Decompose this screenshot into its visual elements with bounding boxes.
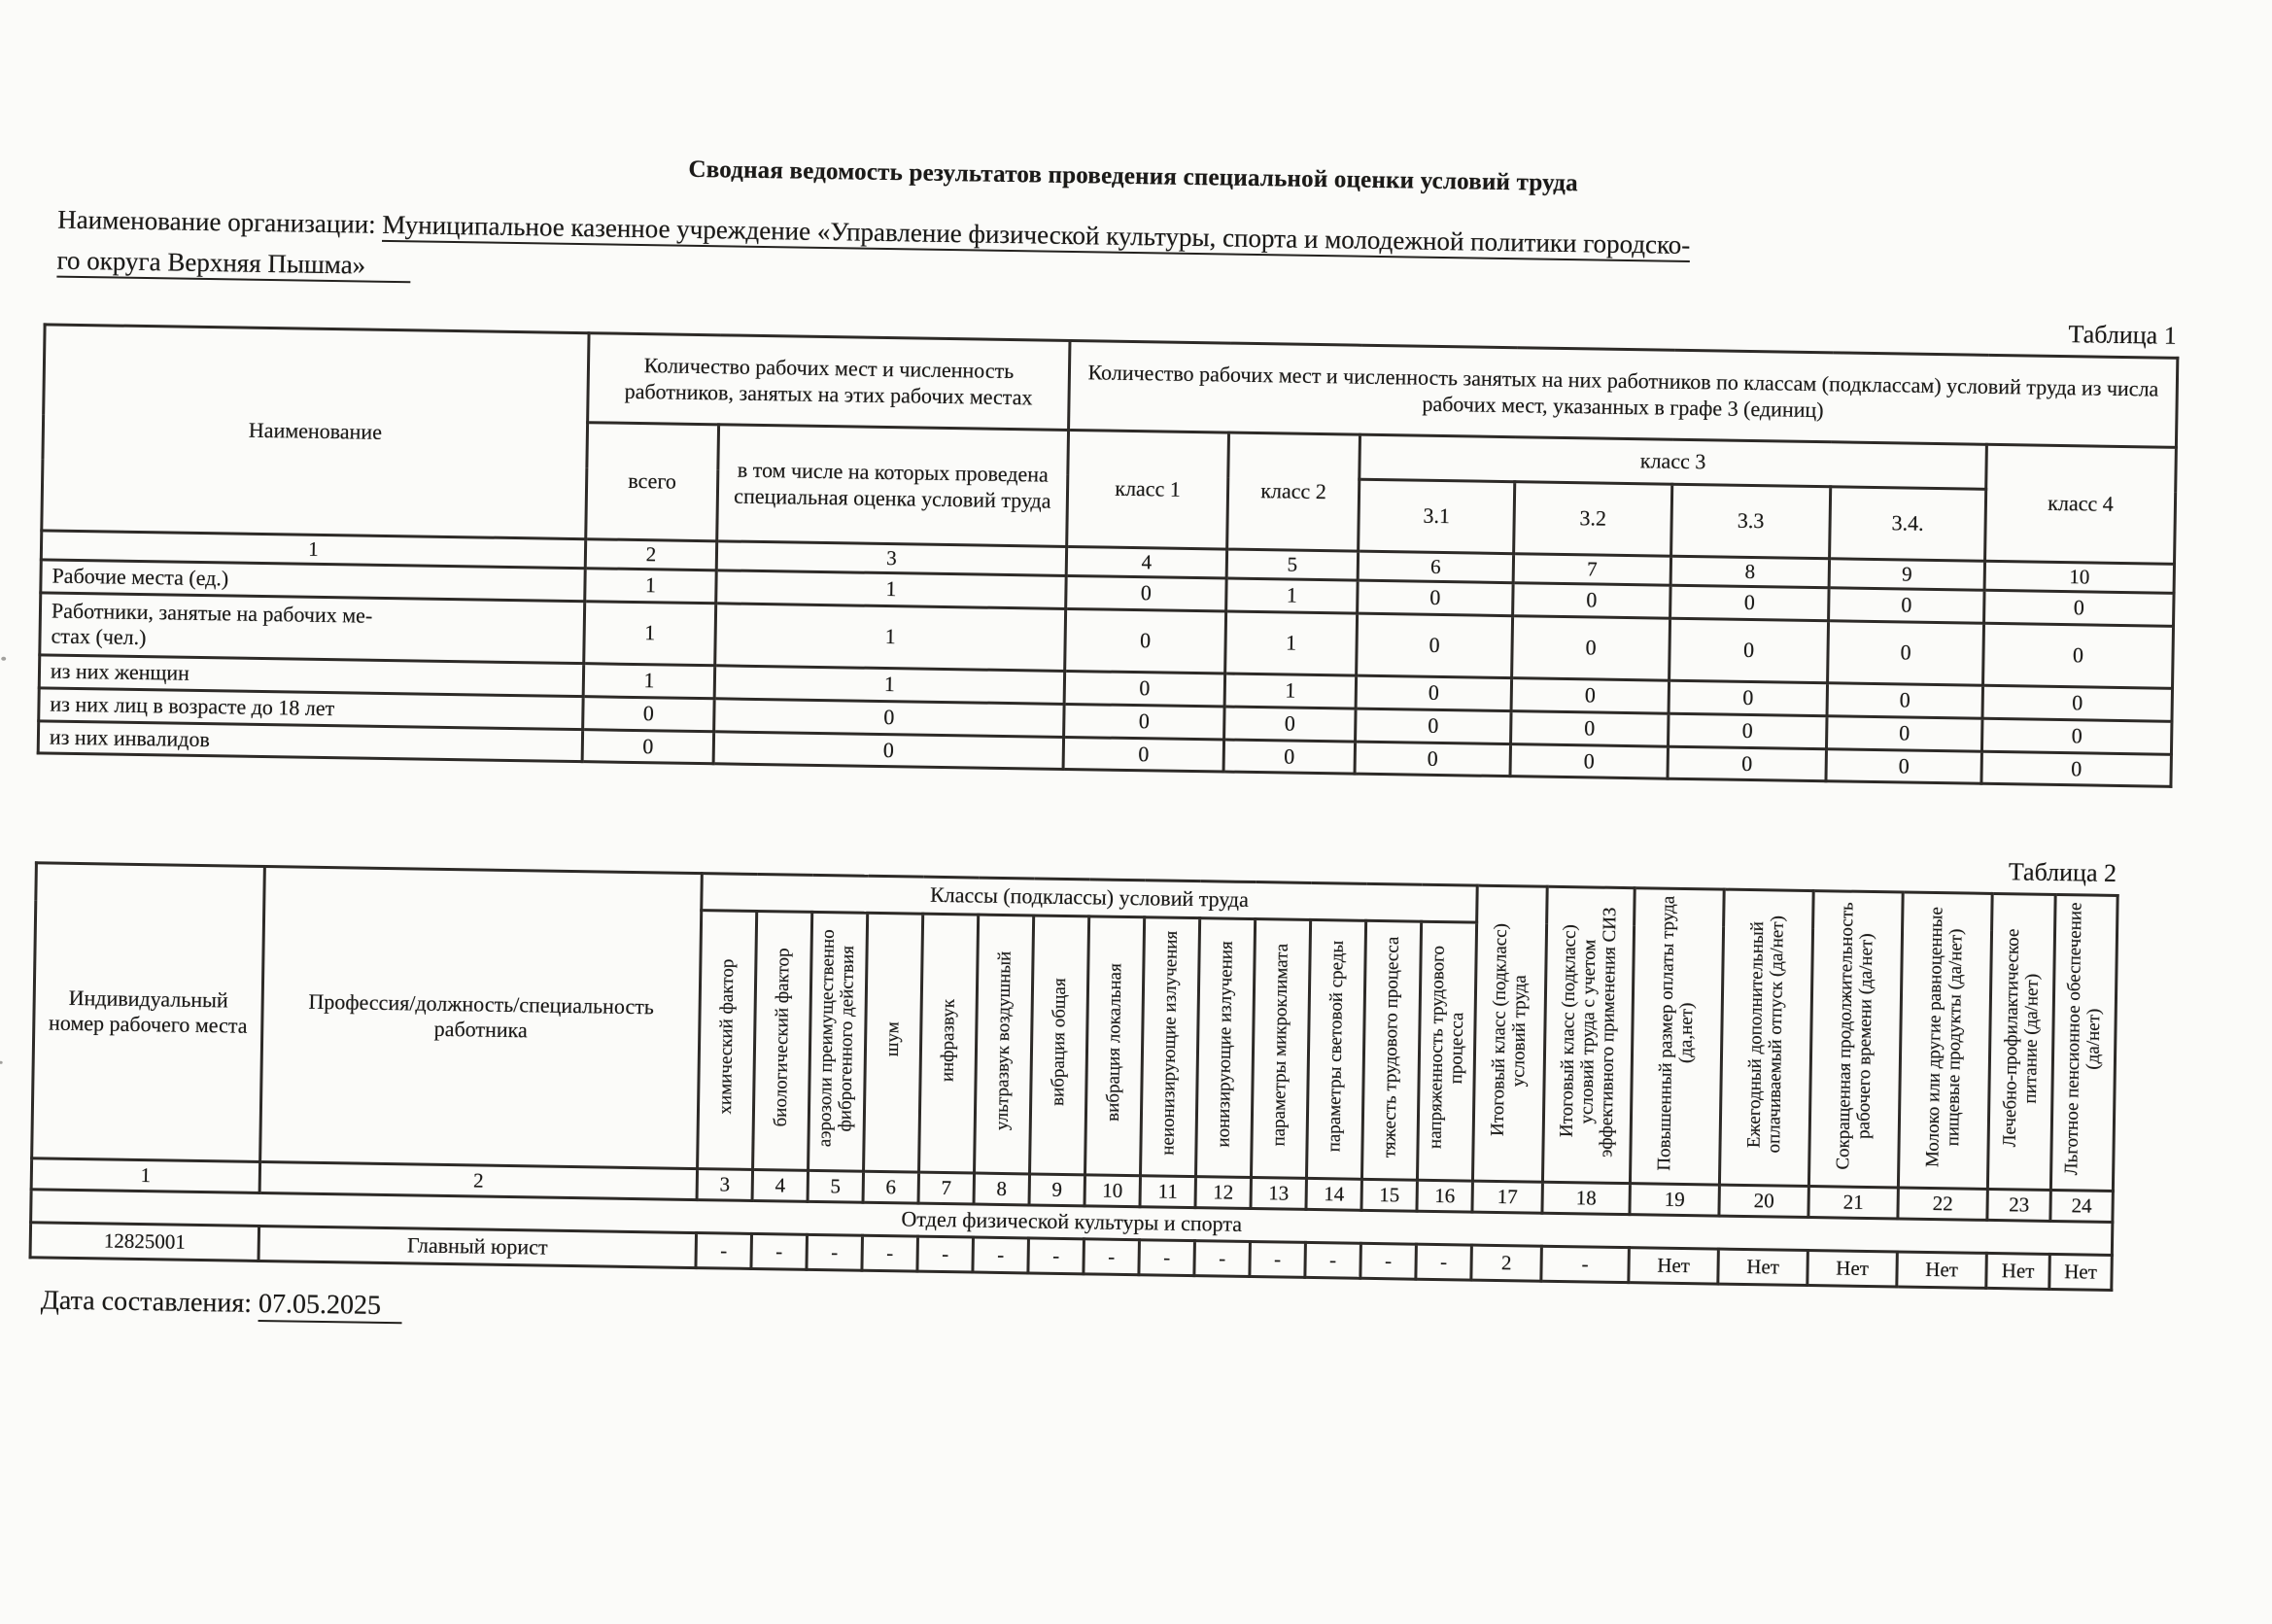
t1-col-number: 3 [716, 541, 1066, 576]
t1-header-name: Наименование [42, 325, 589, 539]
scan-speck [1, 657, 6, 661]
t2-col-number: 20 [1719, 1185, 1808, 1217]
t2-header-profession: Профессия/должность/специальность работника [260, 867, 703, 1169]
t2-header-local-vibration: вибрация локальная [1085, 916, 1145, 1176]
t2-value: - [1305, 1242, 1361, 1278]
table2-workplace-classes [29, 861, 2117, 1291]
t1-header-class2: класс 2 [1227, 432, 1360, 551]
t1-cell: 0 [1826, 748, 1982, 783]
t2-col-number: 18 [1542, 1182, 1630, 1214]
t1-col-number: 9 [1829, 559, 1984, 591]
t2-header-reduced-hours: Сокращенная продолжительность рабочего времени (да/нет) [1808, 891, 1903, 1188]
t2-value: Нет [1807, 1250, 1898, 1286]
t2-header-milk-products: Молоко или другие равноценные пищевые продукты (да/нет) [1898, 892, 1992, 1189]
t1-cell: 1 [583, 663, 715, 698]
t2-header-microclimate: параметры микроклимата [1251, 919, 1310, 1179]
t1-cell: 0 [1064, 704, 1225, 739]
t2-profession: Главный юрист [258, 1226, 697, 1267]
t2-col-number: 13 [1251, 1177, 1306, 1209]
t1-col-number: 4 [1066, 546, 1226, 578]
t2-header-preventive-nutrition: Лечебно-профилактическое питание (да/нет) [1987, 893, 2055, 1190]
t1-cell: 0 [1065, 608, 1226, 674]
organization-label: Наименование организации: [57, 204, 376, 239]
t2-value: - [751, 1233, 808, 1269]
date-label: Дата составления: [40, 1285, 253, 1319]
t1-row-label: Работники, занятые на рабочих ме- стах (чел.) [40, 593, 585, 664]
t2-value: - [1416, 1244, 1472, 1280]
t2-header-final-class: Итоговый класс (подкласс) условий труда [1472, 885, 1547, 1182]
t1-col-number: 7 [1513, 554, 1670, 586]
t1-header-class3: класс 3 [1360, 434, 1987, 489]
t1-row-label: из них инвалидов [38, 721, 582, 763]
t1-col-number: 1 [41, 531, 585, 569]
t2-col-number: 23 [1987, 1189, 2050, 1221]
t2-value: - [1194, 1240, 1251, 1276]
t1-cell: 0 [583, 696, 715, 731]
t1-cell: 0 [582, 729, 714, 764]
t1-cell: 0 [1357, 613, 1513, 678]
date-line [41, 1285, 403, 1322]
t1-header-class3-2: 3.2 [1514, 482, 1672, 557]
t1-cell: 1 [585, 569, 717, 604]
t1-cell: 0 [1223, 740, 1356, 775]
t2-value: - [862, 1235, 918, 1271]
t2-header-additional-leave: Ежегодный дополнительный оплачиваемый отпуск (да/нет) [1719, 889, 1813, 1186]
t1-header-class3-4: 3.4. [1830, 487, 1986, 562]
table1 [37, 323, 2180, 788]
t1-header-class1: класс 1 [1067, 430, 1229, 549]
t2-value: - [1084, 1239, 1140, 1275]
t1-cell: 0 [1827, 683, 1983, 719]
organization-value-line1: Муниципальное казенное учреждение «Управление физической культуры, спорта и молодежной политики городско- [382, 210, 1690, 262]
t2-value: - [1028, 1238, 1084, 1274]
t2-header-preferential-pension: Льготное пенсионное обеспечение (да/нет) [2050, 894, 2117, 1191]
t1-cell: 0 [1982, 685, 2173, 721]
t2-header-labor-intensity: напряженность трудового процесса [1417, 921, 1476, 1181]
t2-header-chemical-factor: химический фактор [698, 911, 757, 1170]
t1-cell: 0 [1981, 718, 2172, 754]
t1-cell: 0 [1983, 623, 2174, 688]
t2-col-number: 9 [1029, 1174, 1084, 1206]
table1-caption: Таблица 1 [2068, 320, 2177, 350]
t1-header-class3-1: 3.1 [1359, 479, 1515, 554]
t2-value: - [1250, 1241, 1306, 1277]
t2-value: Нет [1718, 1249, 1808, 1285]
t2-value: Нет [2049, 1254, 2113, 1290]
t1-cell: 1 [1224, 674, 1357, 708]
t1-cell: 0 [714, 699, 1064, 737]
t2-col-number: 4 [752, 1169, 808, 1201]
table2-caption: Таблица 2 [2008, 857, 2117, 887]
t2-col-number: 1 [31, 1158, 259, 1193]
t1-cell: 0 [1669, 680, 1828, 716]
t2-header-noise: шум [864, 913, 923, 1172]
t2-col-number: 10 [1084, 1175, 1140, 1207]
t2-value: - [1541, 1246, 1630, 1282]
t2-col-number: 12 [1195, 1176, 1251, 1208]
t1-cell: 1 [1226, 578, 1359, 613]
t1-cell: 0 [1063, 737, 1224, 772]
t2-workplace-id: 12825001 [30, 1223, 259, 1261]
t2-header-ionizing-radiation: ионизирующие излучения [1195, 918, 1255, 1178]
t2-col-number: 7 [918, 1172, 974, 1204]
t2-header-increased-pay: Повышенный размер оплаты труда (да,нет) [1630, 888, 1724, 1185]
t1-cell: 1 [584, 601, 716, 665]
t2-col-number: 11 [1140, 1176, 1195, 1208]
t1-cell: 0 [1984, 590, 2175, 626]
t2-col-number: 8 [974, 1173, 1029, 1205]
t1-cell: 0 [1356, 675, 1512, 711]
t2-col-number: 16 [1417, 1180, 1473, 1212]
t1-row-label: из них лиц в возрасте до 18 лет [39, 688, 583, 730]
t2-header-air-ultrasound: ультразвук воздушный [975, 915, 1034, 1174]
t1-header-assessed: в том числе на которых проведена специальная оценка условий труда [717, 425, 1069, 547]
t1-cell: 0 [1828, 621, 1984, 686]
t2-header-nonionizing-radiation: неионизирующие излучения [1141, 917, 1200, 1177]
t2-col-number: 5 [808, 1170, 863, 1202]
document-title: Сводная ведомость результатов проведения специальной оценки условий труда [688, 155, 1579, 197]
t1-header-class3-3: 3.3 [1671, 484, 1831, 559]
t1-cell: 0 [1511, 710, 1670, 745]
t2-col-number: 14 [1306, 1178, 1361, 1210]
t2-header-light-environment: параметры световой среды [1306, 919, 1365, 1179]
t1-row-label: из них женщин [39, 655, 583, 697]
t1-col-number: 10 [1984, 561, 2174, 593]
t1-col-number: 8 [1670, 556, 1829, 588]
t2-value: - [807, 1234, 863, 1270]
t2-col-number: 17 [1472, 1181, 1542, 1213]
t1-header-total: всего [586, 423, 719, 541]
t2-header-general-vibration: вибрация общая [1030, 916, 1089, 1175]
t2-header-labor-severity: тяжесть трудового процесса [1361, 920, 1421, 1180]
t1-row-label: Рабочие места (ед.) [41, 560, 585, 602]
organization-value-line2: го округа Верхняя Пышма» [56, 246, 410, 284]
t2-value: 2 [1471, 1245, 1542, 1281]
t2-header-classes-group: Классы (подклассы) условий труда [702, 874, 1478, 923]
t1-cell: 0 [1981, 751, 2172, 787]
t2-value: Нет [1629, 1247, 1719, 1283]
t2-header-infrasound: инфразвук [919, 914, 979, 1173]
t2-value: - [973, 1237, 1029, 1273]
date-value: 07.05.2025 [258, 1289, 403, 1324]
t1-cell: 0 [713, 731, 1063, 769]
t2-col-number: 6 [863, 1171, 918, 1203]
table2 [29, 861, 2119, 1291]
t1-cell: 0 [1670, 585, 1830, 620]
t1-col-number: 2 [585, 539, 716, 570]
t2-value: - [1139, 1240, 1195, 1276]
t1-cell: 0 [1670, 618, 1829, 683]
t2-col-number: 21 [1808, 1186, 1898, 1218]
t2-col-number: 3 [697, 1168, 752, 1200]
t2-section-department: Отдел физической культуры и спорта [31, 1190, 2113, 1256]
t1-cell: 0 [1510, 743, 1669, 778]
t1-cell: 1 [716, 570, 1066, 608]
t1-cell: 0 [1513, 583, 1671, 618]
t1-cell: 0 [1511, 677, 1670, 713]
t2-value: - [1360, 1243, 1417, 1279]
t1-cell: 0 [1356, 708, 1512, 743]
table1-summary-of-workplaces [37, 323, 2177, 788]
t1-cell: 0 [1669, 713, 1828, 748]
t2-header-biological-factor: биологический фактор [753, 911, 812, 1170]
t2-col-number: 19 [1630, 1183, 1719, 1215]
t1-cell: 1 [1225, 611, 1358, 675]
t1-cell: 1 [714, 666, 1064, 705]
t1-cell: 0 [1826, 716, 1982, 751]
t1-header-class-group: Количество рабочих мест и численность занятых на них работников по классам (подклассам) условий труда из числа рабочих мест, указанных в графе 3 (единиц) [1069, 340, 2178, 447]
t2-value: Нет [1897, 1252, 1987, 1288]
scan-speck [0, 1061, 3, 1064]
t2-value: - [917, 1236, 974, 1272]
t1-header-count-group: Количество рабочих мест и численность работников, занятых на этих рабочих местах [588, 333, 1070, 431]
t1-cell: 0 [1064, 671, 1225, 707]
t1-cell: 0 [1066, 575, 1227, 610]
t2-col-number: 15 [1361, 1179, 1417, 1211]
t2-header-final-class-with-ppe: Итоговый класс (подкласс) условий труда с учетом эффективного применения СИЗ [1542, 886, 1635, 1183]
t2-header-workplace-id: Индивидуальный номер рабочего места [32, 863, 265, 1161]
t1-cell: 0 [1829, 588, 1985, 623]
t1-cell: 1 [715, 604, 1066, 672]
t1-cell: 0 [1355, 742, 1511, 777]
t1-cell: 0 [1224, 707, 1357, 742]
t2-col-number: 22 [1898, 1188, 1987, 1220]
t1-header-class4: класс 4 [1985, 444, 2177, 564]
t1-col-number: 6 [1358, 551, 1513, 583]
t1-cell: 0 [1668, 746, 1827, 781]
t2-header-aerosols: аэрозоли преимущественно фиброгенного действия [809, 912, 868, 1171]
t2-col-number: 2 [259, 1161, 697, 1199]
t1-cell: 0 [1512, 615, 1670, 680]
t2-col-number: 24 [2050, 1190, 2113, 1222]
t2-value: Нет [1986, 1253, 2050, 1289]
t1-cell: 0 [1358, 580, 1514, 615]
t1-col-number: 5 [1226, 549, 1358, 580]
t2-value: - [696, 1232, 752, 1268]
